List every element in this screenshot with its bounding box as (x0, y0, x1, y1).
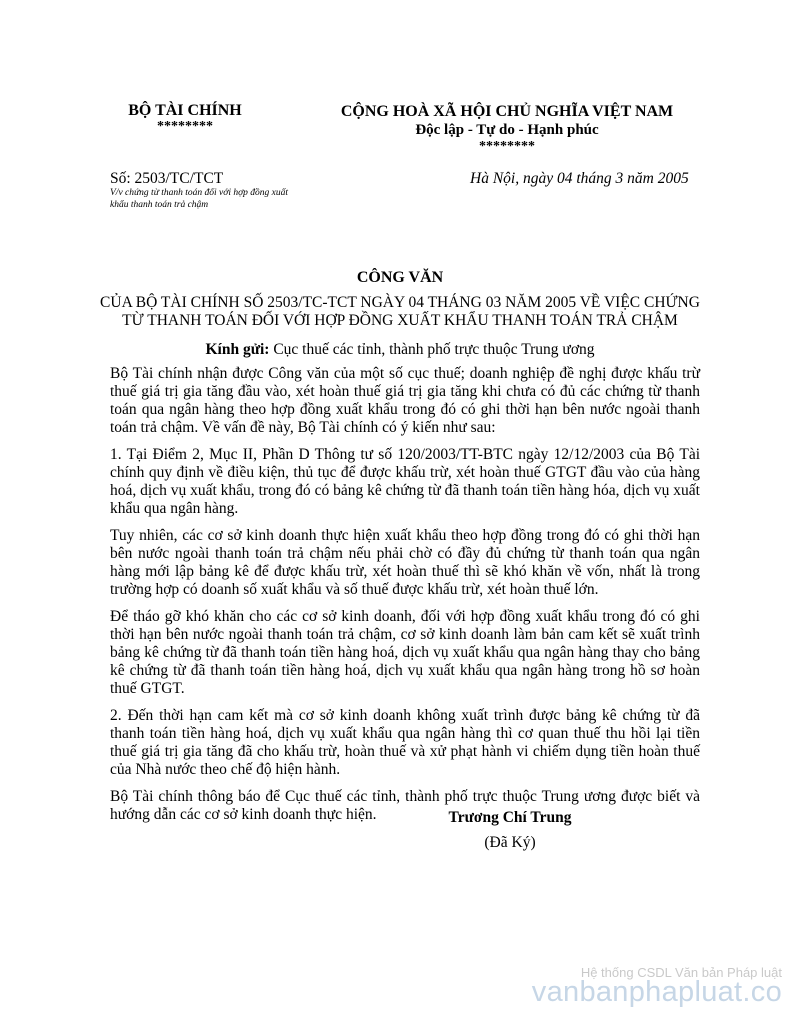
signer-name: Trương Chí Trung (448, 809, 572, 826)
republic-block (322, 102, 692, 154)
body-paragraph-3: Tuy nhiên, các cơ sở kinh doanh thực hiện xuất khẩu theo hợp đồng trong đó có ghi thời hạn bên nước ngoài thanh toán trả chậm nếu phải chờ có đầy đủ chứng từ thanh toán qua ngân hàng mới lập bảng kê để được khấu trừ, xét hoàn thuế thì sẽ khó khăn về vốn, nhất là trong trường hợp có doanh số xuất khẩu và số thuế được khấu trừ, xét hoàn thuế lớn. (110, 527, 700, 598)
body-paragraph-5: 2. Đến thời hạn cam kết mà cơ sở kinh doanh không xuất trình được bảng kê chứng từ đã thanh toán tiền hàng hoá, dịch vụ xuất khẩu qua ngân hàng thì cơ quan thuế thu hồi lại tiền thuế giá trị gia tăng đã cho khấu trừ, hoàn thuế và xử phạt hành vi chiếm dụng tiền hoàn thuế của Nhà nước theo chế độ hiện hành. (110, 707, 700, 778)
ministry-block (110, 102, 260, 134)
signed-status: (Đã Ký) (484, 834, 536, 851)
document-subject (110, 187, 310, 211)
body-paragraph-2: 1. Tại Điểm 2, Mục II, Phần D Thông tư số 120/2003/TT-BTC ngày 12/12/2003 của Bộ Tài chính quy định về điều kiện, thủ tục để được khấu trừ, xét hoàn thuế GTGT đầu vào của hàng hoá, dịch vụ xuất khẩu, trong đó có bảng kê chứng từ đã thanh toán tiền hàng hóa, dịch vụ xuất khẩu qua ngân hàng. (110, 446, 700, 517)
republic-name: CỘNG HOÀ XÃ HỘI CHỦ NGHĨA VIỆT NAM (340, 103, 674, 120)
subject-line-2: khẩu thanh toán trả chậm (110, 200, 209, 210)
watermark-site: vanbanphapluat.co (531, 976, 782, 1008)
republic-stars: ******** (479, 139, 535, 154)
ministry-stars: ******** (157, 119, 213, 134)
body-paragraph-4: Để tháo gỡ khó khăn cho các cơ sở kinh doanh, đối với hợp đồng xuất khẩu trong đó có ghi thời hạn bên nước ngoài thanh toán trả chậm, cơ sở kinh doanh làm bản cam kết sẽ xuất trình bảng kê chứng từ đã thanh toán tiền hàng hoá, dịch vụ xuất khẩu qua ngân hàng thay cho bảng kê chứng từ đã thanh toán tiền hàng hoá, dịch vụ xuất khẩu qua ngân hàng trong hồ sơ hoàn thuế GTGT. (110, 608, 700, 697)
document-title: CÔNG VĂN (356, 269, 444, 286)
document-heading (100, 294, 700, 330)
document-body (110, 365, 700, 833)
recipient-label: Kính gửi: (205, 341, 270, 358)
ministry-name: BỘ TÀI CHÍNH (128, 102, 242, 119)
document-date: Hà Nội, ngày 04 tháng 3 năm 2005 (470, 170, 689, 187)
body-paragraph-1: Bộ Tài chính nhận được Công văn của một số cục thuế; doanh nghiệp đề nghị được khấu trừ thuế giá trị gia tăng đầu vào, xét hoàn thuế giá trị gia tăng khi chưa có đủ các chứng từ thanh toán qua ngân hàng theo hợp đồng xuất khẩu trong đó có ghi thời hạn bên nước ngoài thanh toán trả chậm. Về vấn đề này, Bộ Tài chính có ý kiến như sau: (110, 365, 700, 436)
watermark-caption: Hệ thống CSDL Văn bản Pháp luật (580, 965, 782, 980)
document-number: Số: 2503/TC/TCT (110, 170, 224, 187)
recipient-value: Cục thuế các tỉnh, thành phố trực thuộc Trung ương (269, 341, 595, 358)
recipient (110, 341, 690, 359)
heading-line-2: TỪ THANH TOÁN ĐỐI VỚI HỢP ĐỒNG XUẤT KHẨU THANH TOÁN TRẢ CHẬM (122, 312, 678, 329)
motto: Độc lập - Tự do - Hạnh phúc (415, 122, 599, 138)
heading-line-1: CỦA BỘ TÀI CHÍNH SỐ 2503/TC-TCT NGÀY 04 THÁNG 03 NĂM 2005 VỀ VIỆC CHỨNG (100, 294, 700, 311)
subject-line-1: V/v chứng từ thanh toán đối với hợp đồng xuất (110, 188, 289, 198)
body-paragraph-6: Bộ Tài chính thông báo để Cục thuế các tỉnh, thành phố trực thuộc Trung ương được biết và hướng dẫn các cơ sở kinh doanh thực hiện. (110, 788, 700, 823)
